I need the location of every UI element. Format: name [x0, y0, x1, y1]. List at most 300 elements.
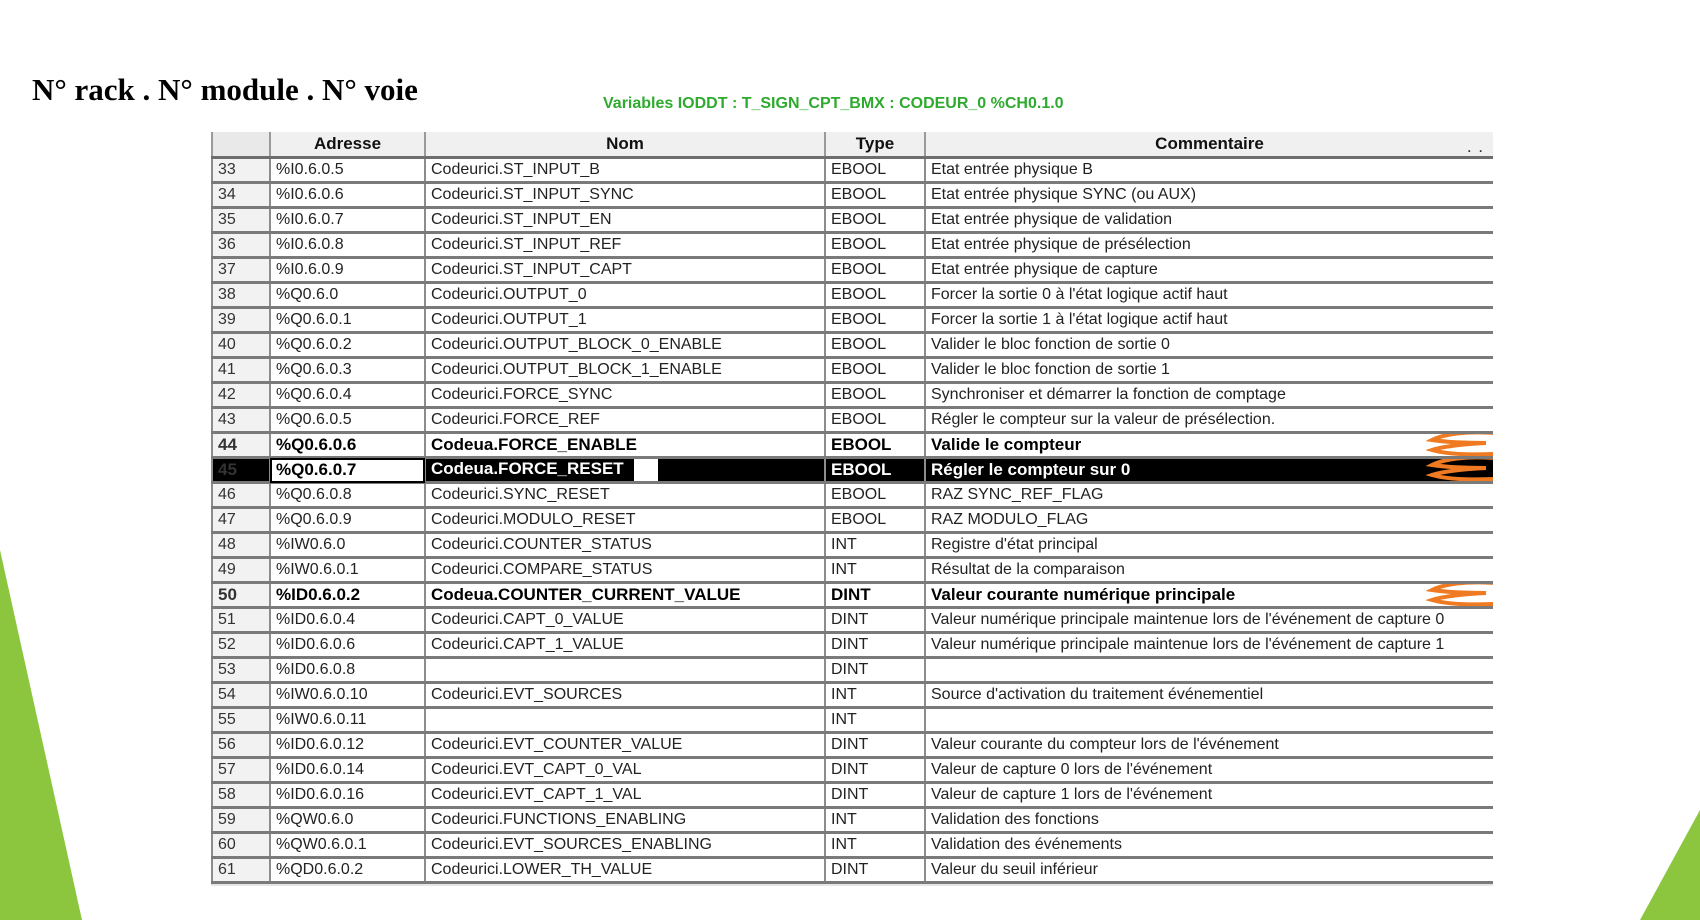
- type-cell-text: INT: [831, 711, 857, 728]
- address-cell-text: %QD0.6.0.2: [276, 861, 364, 878]
- address-cell-text: %Q0.6.0.7: [276, 460, 357, 479]
- row-number[interactable]: [212, 633, 270, 658]
- address-cell[interactable]: [270, 558, 425, 583]
- column-header-type[interactable]: Type: [825, 132, 925, 158]
- type-cell[interactable]: [825, 858, 925, 883]
- comment-cell-text: Valeur courante du compteur lors de l'événement: [931, 736, 1279, 753]
- row-number[interactable]: [212, 383, 270, 408]
- comment-cell[interactable]: [925, 558, 1493, 583]
- name-cell-text: Codeurici.LOWER_TH_VALUE: [431, 861, 653, 878]
- row-number[interactable]: [212, 158, 270, 183]
- table-row[interactable]: [212, 308, 1493, 333]
- name-cell[interactable]: [425, 833, 825, 858]
- row-number[interactable]: [212, 233, 270, 258]
- address-cell[interactable]: [270, 483, 425, 508]
- row-number[interactable]: [212, 858, 270, 883]
- row-number-text: 51: [218, 611, 236, 628]
- type-cell-text: EBOOL: [831, 361, 887, 378]
- name-cell[interactable]: [425, 608, 825, 633]
- address-cell[interactable]: [270, 208, 425, 233]
- type-cell[interactable]: [825, 633, 925, 658]
- table-row[interactable]: [212, 533, 1493, 558]
- variables-table: [211, 132, 1493, 884]
- type-cell[interactable]: [825, 283, 925, 308]
- name-cell[interactable]: [425, 258, 825, 283]
- type-cell[interactable]: [825, 708, 925, 733]
- name-cell[interactable]: [425, 433, 825, 458]
- table-row[interactable]: [212, 833, 1493, 858]
- orange-arrow-marker-icon: [1426, 458, 1493, 482]
- comment-cell[interactable]: [925, 733, 1493, 758]
- name-cell-text: Codeurici.EVT_CAPT_0_VAL: [431, 761, 642, 778]
- table-row[interactable]: [212, 658, 1493, 683]
- name-cell[interactable]: [425, 733, 825, 758]
- type-cell[interactable]: [825, 783, 925, 808]
- address-cell[interactable]: [270, 708, 425, 733]
- name-cell-text: Codeurici.CAPT_0_VALUE: [431, 611, 624, 628]
- comment-cell[interactable]: [925, 308, 1493, 333]
- row-number[interactable]: [212, 433, 270, 458]
- type-cell[interactable]: [825, 483, 925, 508]
- name-cell[interactable]: [425, 758, 825, 783]
- comment-cell-text: Résultat de la comparaison: [931, 561, 1125, 578]
- name-cell-text: Codeurici.ST_INPUT_EN: [431, 211, 612, 228]
- name-cell[interactable]: [425, 458, 825, 483]
- comment-cell[interactable]: [925, 658, 1493, 683]
- row-number[interactable]: [212, 183, 270, 208]
- comment-cell-text: Forcer la sortie 0 à l'état logique actif haut: [931, 286, 1228, 303]
- comment-cell[interactable]: [925, 608, 1493, 633]
- name-cell-text: Codeurici.EVT_SOURCES: [431, 686, 623, 703]
- row-number-text: 53: [218, 661, 236, 678]
- name-cell[interactable]: [425, 683, 825, 708]
- comment-cell[interactable]: [925, 458, 1493, 483]
- comment-cell[interactable]: [925, 508, 1493, 533]
- type-cell[interactable]: [825, 383, 925, 408]
- row-number[interactable]: [212, 533, 270, 558]
- comment-cell[interactable]: [925, 583, 1493, 608]
- comment-cell-text: Valider le bloc fonction de sortie 1: [931, 361, 1170, 378]
- table-row[interactable]: [212, 783, 1493, 808]
- more-columns-icon: · ·: [1467, 144, 1485, 158]
- address-cell[interactable]: [270, 183, 425, 208]
- address-cell-text: %IW0.6.0.10: [276, 686, 368, 703]
- row-number[interactable]: [212, 808, 270, 833]
- name-cell-text: Codeurici.OUTPUT_0: [431, 286, 587, 303]
- row-number[interactable]: [212, 208, 270, 233]
- address-cell[interactable]: [270, 808, 425, 833]
- row-number-text: 58: [218, 786, 236, 803]
- row-number[interactable]: [212, 608, 270, 633]
- address-cell[interactable]: [270, 258, 425, 283]
- name-cell[interactable]: [425, 333, 825, 358]
- comment-cell-text: Validation des fonctions: [931, 811, 1099, 828]
- address-cell-text: %Q0.6.0.5: [276, 411, 352, 428]
- address-cell-text: %Q0.6.0.2: [276, 336, 352, 353]
- name-cell-text: Codeurici.EVT_CAPT_1_VAL: [431, 786, 642, 803]
- type-cell-text: EBOOL: [831, 460, 892, 479]
- type-cell[interactable]: [825, 808, 925, 833]
- comment-cell[interactable]: [925, 708, 1493, 733]
- table-row[interactable]: [212, 458, 1493, 483]
- column-header-comment-label: Commentaire: [1155, 134, 1264, 153]
- table-row[interactable]: [212, 583, 1493, 608]
- name-cell[interactable]: [425, 708, 825, 733]
- address-cell[interactable]: [270, 858, 425, 883]
- type-cell-text: INT: [831, 836, 857, 853]
- address-cell[interactable]: [270, 408, 425, 433]
- address-cell[interactable]: [270, 583, 425, 608]
- type-cell-text: EBOOL: [831, 511, 887, 528]
- name-cell-text: Codeua.FORCE_ENABLE: [431, 435, 637, 454]
- row-number-text: 49: [218, 561, 236, 578]
- address-cell-text: %I0.6.0.9: [276, 261, 344, 278]
- row-number-text: 46: [218, 486, 236, 503]
- table-row[interactable]: [212, 383, 1493, 408]
- type-cell-text: EBOOL: [831, 286, 887, 303]
- comment-cell-text: RAZ SYNC_REF_FLAG: [931, 486, 1104, 503]
- name-cell-text: Codeurici.ST_INPUT_REF: [431, 236, 622, 253]
- name-cell[interactable]: [425, 658, 825, 683]
- type-cell-text: INT: [831, 561, 857, 578]
- row-number[interactable]: [212, 258, 270, 283]
- name-cell-text: Codeua.COUNTER_CURRENT_VALUE: [431, 585, 741, 604]
- name-cell-text: Codeurici.SYNC_RESET: [431, 486, 610, 503]
- comment-cell-text: RAZ MODULO_FLAG: [931, 511, 1089, 528]
- column-header-comment[interactable]: [925, 132, 1493, 158]
- comment-cell[interactable]: [925, 233, 1493, 258]
- comment-cell[interactable]: [925, 333, 1493, 358]
- row-number-text: 59: [218, 811, 236, 828]
- row-number-text: 47: [218, 511, 236, 528]
- type-cell-text: DINT: [831, 786, 869, 803]
- name-cell[interactable]: [425, 483, 825, 508]
- address-cell[interactable]: [270, 383, 425, 408]
- comment-cell-text: Valider le bloc fonction de sortie 0: [931, 336, 1170, 353]
- comment-cell[interactable]: [925, 808, 1493, 833]
- type-cell-text: EBOOL: [831, 236, 887, 253]
- table-row[interactable]: [212, 483, 1493, 508]
- address-cell[interactable]: [270, 283, 425, 308]
- address-cell[interactable]: [270, 158, 425, 183]
- address-cell-text: %I0.6.0.7: [276, 211, 344, 228]
- row-number-text: 41: [218, 361, 236, 378]
- type-cell[interactable]: [825, 733, 925, 758]
- name-cell[interactable]: [425, 208, 825, 233]
- type-cell[interactable]: [825, 358, 925, 383]
- row-number[interactable]: [212, 333, 270, 358]
- table-row[interactable]: [212, 758, 1493, 783]
- row-number[interactable]: [212, 733, 270, 758]
- row-number[interactable]: [212, 483, 270, 508]
- column-header-number[interactable]: [212, 132, 270, 158]
- type-cell-text: EBOOL: [831, 411, 887, 428]
- comment-cell-text: Régler le compteur sur 0: [931, 460, 1131, 479]
- type-cell-text: INT: [831, 686, 857, 703]
- column-header-address[interactable]: Adresse: [270, 132, 425, 158]
- row-number-text: 33: [218, 161, 236, 178]
- table-row[interactable]: [212, 358, 1493, 383]
- name-cell-text: Codeurici.COMPARE_STATUS: [431, 561, 653, 578]
- row-number[interactable]: [212, 308, 270, 333]
- address-cell-text: %ID0.6.0.12: [276, 736, 365, 753]
- name-cell[interactable]: [425, 308, 825, 333]
- row-number-text: 48: [218, 536, 236, 553]
- type-cell-text: EBOOL: [831, 261, 887, 278]
- column-header-name[interactable]: Nom: [425, 132, 825, 158]
- name-cell-text: Codeurici.FORCE_REF: [431, 411, 600, 428]
- type-cell[interactable]: [825, 408, 925, 433]
- address-cell-text: %ID0.6.0.14: [276, 761, 365, 778]
- address-cell[interactable]: [270, 683, 425, 708]
- row-number-text: 60: [218, 836, 236, 853]
- table-row[interactable]: [212, 208, 1493, 233]
- comment-cell[interactable]: [925, 358, 1493, 383]
- type-cell[interactable]: [825, 533, 925, 558]
- row-number[interactable]: [212, 658, 270, 683]
- comment-cell-text: Valeur de capture 0 lors de l'événement: [931, 761, 1213, 778]
- name-cell[interactable]: [425, 283, 825, 308]
- address-cell-text: %IW0.6.0.1: [276, 561, 359, 578]
- comment-cell[interactable]: [925, 533, 1493, 558]
- address-cell[interactable]: [270, 658, 425, 683]
- type-cell-text: DINT: [831, 861, 869, 878]
- row-number-text: 54: [218, 686, 236, 703]
- row-number[interactable]: [212, 458, 270, 483]
- name-cell-text: Codeurici.ST_INPUT_B: [431, 161, 600, 178]
- table-row[interactable]: [212, 258, 1493, 283]
- type-cell-text: EBOOL: [831, 386, 887, 403]
- address-cell[interactable]: [270, 833, 425, 858]
- address-cell-text: %IW0.6.0: [276, 536, 346, 553]
- comment-cell[interactable]: [925, 408, 1493, 433]
- orange-arrow-marker-icon: [1426, 583, 1493, 607]
- comment-cell[interactable]: [925, 833, 1493, 858]
- name-cell[interactable]: [425, 633, 825, 658]
- address-cell[interactable]: [270, 533, 425, 558]
- row-number[interactable]: [212, 683, 270, 708]
- comment-cell-text: Registre d'état principal: [931, 536, 1098, 553]
- table-row[interactable]: [212, 808, 1493, 833]
- row-number[interactable]: [212, 558, 270, 583]
- table-row[interactable]: [212, 433, 1493, 458]
- comment-cell[interactable]: [925, 283, 1493, 308]
- row-number-text: 52: [218, 636, 236, 653]
- name-cell-text: Codeua.FORCE_RESET: [431, 459, 624, 478]
- comment-cell[interactable]: [925, 758, 1493, 783]
- comment-cell[interactable]: [925, 158, 1493, 183]
- row-number-text: 43: [218, 411, 236, 428]
- name-cell-text: Codeurici.MODULO_RESET: [431, 511, 636, 528]
- type-cell[interactable]: [825, 608, 925, 633]
- name-cell-text: Codeurici.ST_INPUT_SYNC: [431, 186, 634, 203]
- comment-cell[interactable]: [925, 783, 1493, 808]
- row-number-text: 42: [218, 386, 236, 403]
- table-row[interactable]: [212, 408, 1493, 433]
- type-cell[interactable]: [825, 658, 925, 683]
- name-cell[interactable]: [425, 408, 825, 433]
- comment-cell[interactable]: [925, 858, 1493, 883]
- type-cell-text: DINT: [831, 736, 869, 753]
- type-cell[interactable]: [825, 433, 925, 458]
- address-cell[interactable]: [270, 733, 425, 758]
- address-cell-text: %I0.6.0.6: [276, 186, 344, 203]
- type-cell[interactable]: [825, 233, 925, 258]
- type-cell[interactable]: [825, 333, 925, 358]
- name-cell[interactable]: [425, 158, 825, 183]
- type-cell[interactable]: [825, 183, 925, 208]
- address-cell[interactable]: [270, 333, 425, 358]
- type-cell[interactable]: [825, 583, 925, 608]
- table-row[interactable]: [212, 558, 1493, 583]
- address-cell[interactable]: [270, 433, 425, 458]
- row-number[interactable]: [212, 583, 270, 608]
- address-cell[interactable]: [270, 233, 425, 258]
- table-row[interactable]: [212, 708, 1493, 733]
- address-cell[interactable]: [270, 458, 425, 483]
- comment-cell-text: Etat entrée physique B: [931, 161, 1093, 178]
- type-cell-text: EBOOL: [831, 161, 887, 178]
- address-cell-text: %I0.6.0.8: [276, 236, 344, 253]
- table-row[interactable]: [212, 633, 1493, 658]
- comment-cell[interactable]: [925, 683, 1493, 708]
- comment-cell[interactable]: [925, 183, 1493, 208]
- page-heading: N° rack . N° module . N° voie: [32, 72, 418, 107]
- table-body: [212, 158, 1493, 883]
- comment-cell-text: Etat entrée physique de validation: [931, 211, 1173, 228]
- type-cell-text: INT: [831, 536, 857, 553]
- type-cell[interactable]: [825, 833, 925, 858]
- ioddt-variables-label: Variables IODDT : T_SIGN_CPT_BMX : CODEUR_0 %CH0.1.0: [603, 95, 1064, 112]
- name-cell-text: Codeurici.FUNCTIONS_ENABLING: [431, 811, 687, 828]
- address-cell[interactable]: [270, 758, 425, 783]
- type-cell-text: EBOOL: [831, 211, 887, 228]
- address-cell[interactable]: [270, 308, 425, 333]
- address-cell-text: %Q0.6.0.6: [276, 435, 357, 454]
- address-cell[interactable]: [270, 608, 425, 633]
- comment-cell[interactable]: [925, 433, 1493, 458]
- name-cell[interactable]: [425, 583, 825, 608]
- name-cell[interactable]: [425, 558, 825, 583]
- row-number-text: 56: [218, 736, 236, 753]
- row-number-text: 55: [218, 711, 236, 728]
- type-cell[interactable]: [825, 458, 925, 483]
- address-cell[interactable]: [270, 358, 425, 383]
- row-number-text: 40: [218, 336, 236, 353]
- name-cell-text: Codeurici.ST_INPUT_CAPT: [431, 261, 632, 278]
- name-cell[interactable]: [425, 783, 825, 808]
- table-row[interactable]: [212, 158, 1493, 183]
- comment-cell-text: Valeur courante numérique principale: [931, 585, 1236, 604]
- address-cell-text: %Q0.6.0.1: [276, 311, 352, 328]
- comment-cell-text: Valeur numérique principale maintenue lors de l'événement de capture 0: [931, 611, 1445, 628]
- row-number[interactable]: [212, 408, 270, 433]
- name-cell-text: Codeurici.FORCE_SYNC: [431, 386, 613, 403]
- address-cell-text: %Q0.6.0.9: [276, 511, 352, 528]
- row-number[interactable]: [212, 833, 270, 858]
- address-cell-text: %ID0.6.0.8: [276, 661, 356, 678]
- name-cell[interactable]: [425, 383, 825, 408]
- table-row[interactable]: [212, 733, 1493, 758]
- address-cell-text: %ID0.6.0.2: [276, 585, 361, 604]
- name-cell-text: Codeurici.CAPT_1_VALUE: [431, 636, 624, 653]
- comment-cell[interactable]: [925, 633, 1493, 658]
- row-number[interactable]: [212, 358, 270, 383]
- address-cell[interactable]: [270, 783, 425, 808]
- row-number[interactable]: [212, 708, 270, 733]
- comment-cell[interactable]: [925, 383, 1493, 408]
- row-number[interactable]: [212, 758, 270, 783]
- table-row[interactable]: [212, 858, 1493, 883]
- comment-cell-text: Forcer la sortie 1 à l'état logique actif haut: [931, 311, 1228, 328]
- table-row[interactable]: [212, 183, 1493, 208]
- table-row[interactable]: [212, 283, 1493, 308]
- type-cell-text: INT: [831, 811, 857, 828]
- address-cell[interactable]: [270, 508, 425, 533]
- name-cell-text: Codeurici.OUTPUT_BLOCK_0_ENABLE: [431, 336, 722, 353]
- row-number-text: 45: [218, 460, 237, 479]
- row-number-text: 50: [218, 585, 237, 604]
- table-header-row: [212, 132, 1493, 158]
- type-cell[interactable]: [825, 758, 925, 783]
- name-cell[interactable]: [425, 358, 825, 383]
- name-cell[interactable]: [425, 808, 825, 833]
- name-cell[interactable]: [425, 233, 825, 258]
- type-cell-text: DINT: [831, 636, 869, 653]
- row-number[interactable]: [212, 783, 270, 808]
- name-cell-text: Codeurici.EVT_SOURCES_ENABLING: [431, 836, 712, 853]
- type-cell[interactable]: [825, 208, 925, 233]
- address-cell[interactable]: [270, 633, 425, 658]
- comment-cell[interactable]: [925, 208, 1493, 233]
- comment-cell-text: Valeur numérique principale maintenue lors de l'événement de capture 1: [931, 636, 1445, 653]
- table-row[interactable]: [212, 683, 1493, 708]
- table-row[interactable]: [212, 333, 1493, 358]
- comment-cell-text: Etat entrée physique SYNC (ou AUX): [931, 186, 1197, 203]
- row-number-text: 57: [218, 761, 236, 778]
- type-cell[interactable]: [825, 683, 925, 708]
- name-cell-text: Codeurici.OUTPUT_1: [431, 311, 587, 328]
- row-number-text: 61: [218, 861, 236, 878]
- row-number-text: 35: [218, 211, 236, 228]
- comment-cell[interactable]: [925, 258, 1493, 283]
- address-cell-text: %Q0.6.0.4: [276, 386, 352, 403]
- address-cell-text: %Q0.6.0.3: [276, 361, 352, 378]
- type-cell[interactable]: [825, 508, 925, 533]
- name-cell[interactable]: [425, 183, 825, 208]
- address-cell-text: %ID0.6.0.16: [276, 786, 365, 803]
- comment-cell-text: Valeur du seuil inférieur: [931, 861, 1098, 878]
- row-number-text: 37: [218, 261, 236, 278]
- row-number[interactable]: [212, 508, 270, 533]
- type-cell[interactable]: [825, 258, 925, 283]
- table-row[interactable]: [212, 233, 1493, 258]
- type-cell[interactable]: [825, 158, 925, 183]
- table-row[interactable]: [212, 508, 1493, 533]
- table-row[interactable]: [212, 608, 1493, 633]
- address-cell-text: %Q0.6.0.8: [276, 486, 352, 503]
- comment-cell-text: Régler le compteur sur la valeur de présélection.: [931, 411, 1276, 428]
- type-cell[interactable]: [825, 558, 925, 583]
- type-cell-text: EBOOL: [831, 186, 887, 203]
- comment-cell[interactable]: [925, 483, 1493, 508]
- comment-cell-text: Valeur de capture 1 lors de l'événement: [931, 786, 1213, 803]
- row-number[interactable]: [212, 283, 270, 308]
- name-cell[interactable]: [425, 533, 825, 558]
- type-cell[interactable]: [825, 308, 925, 333]
- name-cell[interactable]: [425, 858, 825, 883]
- name-cell[interactable]: [425, 508, 825, 533]
